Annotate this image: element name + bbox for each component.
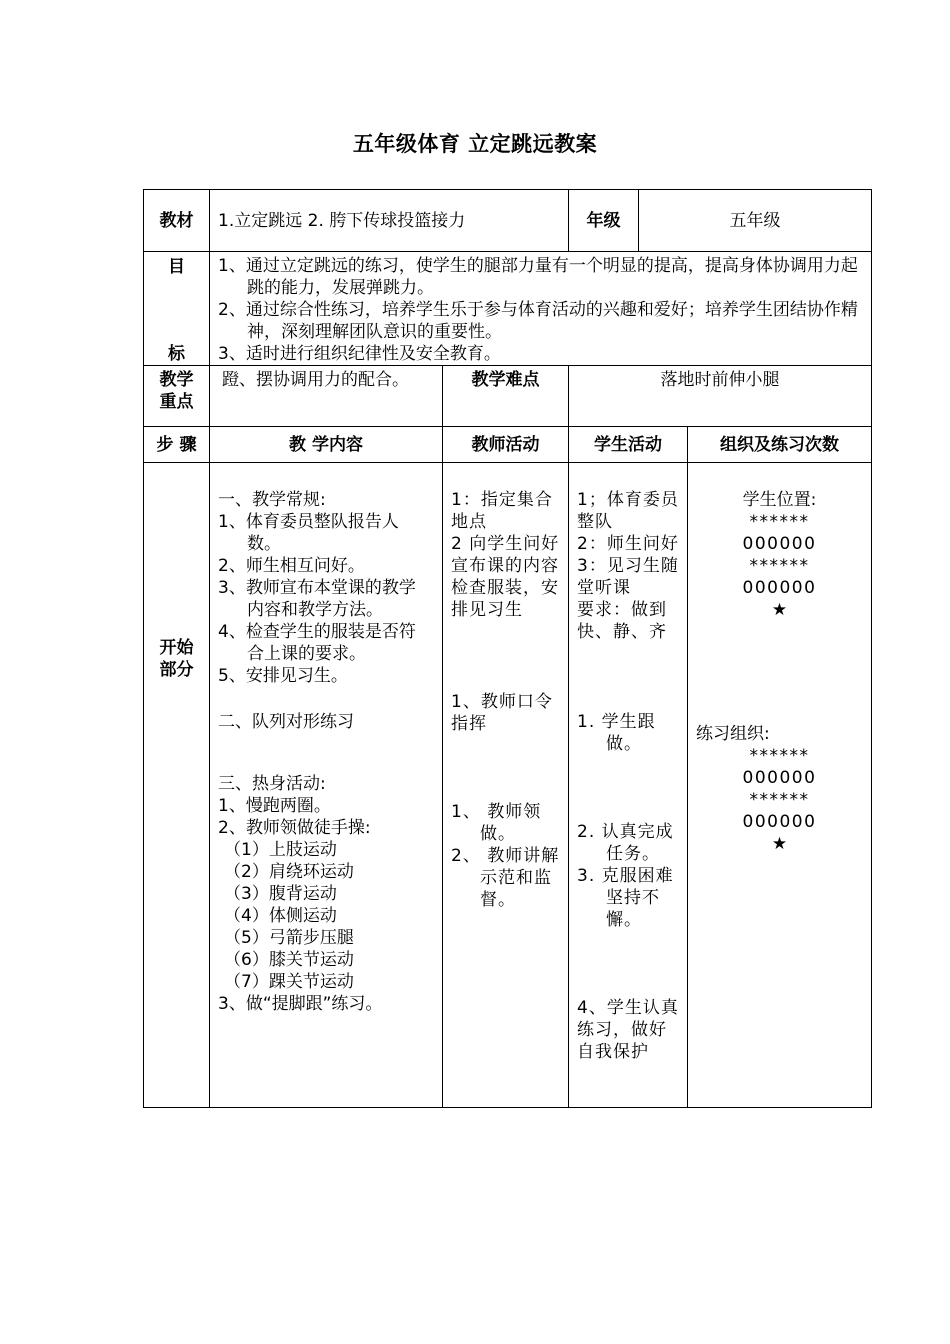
teacher-activity: 宣布课的内容 (451, 556, 559, 576)
teacher-cell (443, 463, 569, 1108)
formation-row: 000000 (742, 768, 817, 788)
student-cell (569, 463, 688, 1108)
routine-item: 4、检查学生的服装是否符合上课的要求。 (218, 622, 416, 664)
formation-row: 000000 (742, 534, 817, 554)
teacher-activity: 检查服装，安排见习生 (451, 578, 559, 620)
student-activity: 1. 学生跟做。 (577, 712, 656, 754)
col-step: 步 骤 (144, 427, 210, 463)
formation-row: ****** (749, 790, 810, 810)
student-activity: 3：见习生随堂听课 (577, 556, 679, 598)
student-activity: 3. 克服困难坚持不懈。 (577, 866, 674, 930)
teacher-star-icon: ★ (771, 600, 788, 620)
teacher-star-icon: ★ (771, 834, 788, 854)
warmup-item: 1、慢跑两圈。 (218, 796, 331, 816)
goals-label-top: 目 (168, 257, 185, 277)
teacher-activity: 1、教师口令指挥 (451, 692, 553, 734)
grade-value: 五年级 (639, 190, 872, 252)
teacher-activity: 2、 教师讲解示范和监督。 (451, 846, 560, 910)
material-value: 1.立定跳远 2. 胯下传球投篮接力 (210, 190, 569, 252)
goal-item: 2、通过综合性练习，培养学生乐于参与体育活动的兴趣和爱好；培养学生团结协作精神，深刻理解团队意识的重要性。 (218, 300, 858, 342)
formation-row: ****** (749, 746, 810, 766)
teacher-activity: 1、 教师领做。 (451, 802, 542, 844)
goal-item: 1、通过立定跳远的练习，使学生的腿部力量有一个明显的提高，提高身体协调用力起跳的能力，发展弹跳力。 (218, 256, 858, 298)
practice-label: 练习组织: (696, 724, 770, 744)
col-content: 教 学内容 (210, 427, 443, 463)
exercise-item: （3）腹背运动 (224, 884, 337, 904)
content-heading-3: 三、热身活动: (218, 774, 326, 794)
goals-row (144, 252, 872, 366)
formation-row: ****** (749, 556, 810, 576)
exercise-item: （6）膝关节运动 (224, 950, 354, 970)
exercise-item: （2）肩绕环运动 (224, 862, 354, 882)
exercise-item: （5）弓箭步压腿 (224, 928, 354, 948)
grade-label: 年级 (569, 190, 639, 252)
teacher-activity: 2 向学生问好 (451, 534, 560, 554)
difficulty-value: 落地时前伸小腿 (569, 366, 872, 427)
content-cell (210, 463, 443, 1108)
key-points-row (144, 366, 872, 427)
goals-content (210, 252, 872, 366)
formation-row: ****** (749, 512, 810, 532)
key-point-label-1: 教学 (159, 370, 194, 390)
formation-row: 000000 (742, 812, 817, 832)
student-activity: 1；体育委员整队 (577, 490, 679, 532)
col-student: 学生活动 (569, 427, 688, 463)
warmup-item: 2、教师领做徒手操: (218, 818, 371, 838)
material-label: 教材 (144, 190, 210, 252)
student-activity: 2. 认真完成任务。 (577, 822, 674, 864)
exercise-item: （4）体侧运动 (224, 906, 337, 926)
section-label (144, 463, 210, 1108)
goals-label-bottom: 标 (168, 344, 185, 364)
key-point-value: 蹬、摆协调用力的配合。 (210, 366, 443, 427)
column-header-row (144, 427, 872, 463)
goals-label (144, 252, 210, 366)
goal-item: 3、适时进行组织纪律性及安全教育。 (218, 344, 501, 364)
student-activity: 2：师生问好 (577, 534, 679, 554)
student-requirement: 要求：做到快、静、齐 (577, 600, 667, 642)
content-heading-1: 一、教学常规: (218, 490, 326, 510)
exercise-item: （1）上肢运动 (224, 840, 337, 860)
organization-cell (688, 463, 872, 1108)
content-heading-2: 二、队列对形练习 (218, 712, 354, 732)
document-title: 五年级体育 立定跳远教案 (352, 132, 598, 156)
formation-row: 000000 (742, 578, 817, 598)
col-organization: 组织及练习次数 (688, 427, 872, 463)
key-point-label-2: 重点 (159, 392, 194, 412)
section-label-1: 开始 (159, 638, 194, 658)
routine-item: 1、体育委员整队报告人数。 (218, 512, 399, 554)
lesson-plan-table (143, 189, 872, 1108)
col-teacher: 教师活动 (443, 427, 569, 463)
teacher-activity: 1：指定集合地点 (451, 490, 553, 532)
routine-item: 2、师生相互问好。 (218, 556, 365, 576)
start-section-row (144, 463, 872, 1108)
position-label: 学生位置: (742, 490, 817, 510)
difficulty-label: 教学难点 (443, 366, 569, 427)
content-last-item: 3、做“提脚跟”练习。 (218, 994, 383, 1014)
section-label-2: 部分 (159, 660, 194, 680)
key-point-label (144, 366, 210, 427)
routine-item: 5、安排见习生。 (218, 666, 348, 686)
exercise-list (218, 839, 432, 993)
exercise-item: （7）踝关节运动 (224, 972, 354, 992)
header-row (144, 190, 872, 252)
routine-item: 3、教师宣布本堂课的教学内容和教学方法。 (218, 578, 416, 620)
student-activity: 4、学生认真练习，做好自我保护 (577, 998, 679, 1062)
